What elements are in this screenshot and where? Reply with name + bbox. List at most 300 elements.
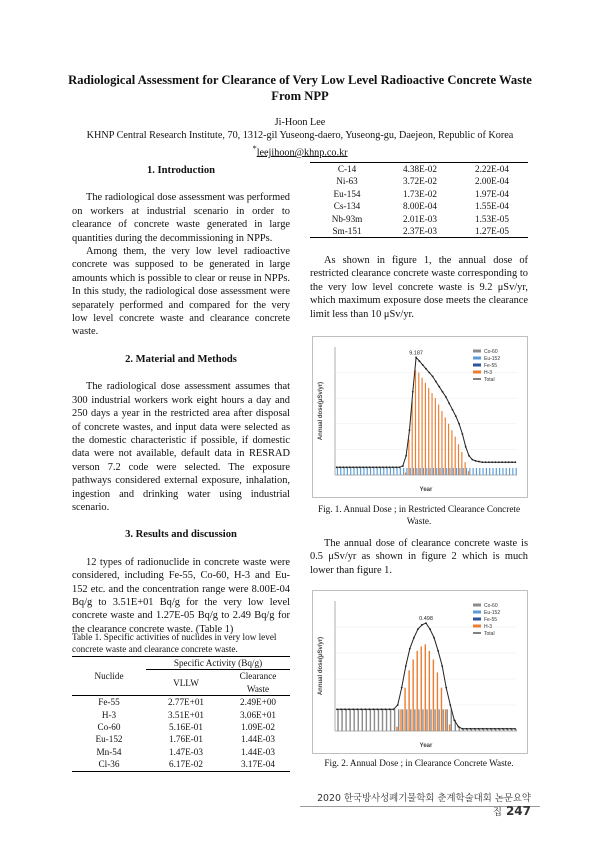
total-point: [382, 466, 384, 468]
total-point: [432, 376, 434, 378]
total-point: [395, 466, 397, 468]
total-point: [375, 466, 377, 468]
bar-co-60: [358, 709, 359, 731]
bar-co-60: [362, 709, 363, 731]
bar-h-3: [408, 439, 409, 475]
bar-co-60: [341, 709, 342, 731]
total-point: [465, 446, 467, 448]
total-point: [364, 708, 366, 710]
nuclide-cell: Sm-151: [332, 226, 362, 237]
bar-h-3: [396, 727, 397, 731]
bar-h-3: [433, 660, 434, 732]
total-point: [377, 708, 379, 710]
total-point: [415, 357, 417, 359]
figure-1-caption: Fig. 1. Annual Dose ; in Restricted Clearance Concrete Waste.: [317, 504, 521, 526]
bar-eu-152: [373, 468, 374, 475]
table-row: [310, 175, 528, 187]
total-point: [413, 637, 415, 639]
bar-eu-152: [509, 468, 510, 475]
total-point: [514, 461, 516, 463]
bar-h-3: [431, 393, 432, 475]
bar-co-60: [394, 709, 395, 731]
table-row: [72, 733, 290, 745]
activity-cell: 1.47E-03: [169, 746, 203, 757]
total-point: [457, 726, 459, 728]
legend-swatch: [473, 625, 481, 628]
total-point: [418, 360, 420, 362]
total-point: [393, 708, 395, 710]
y-axis-label: Annual dose(μSv/yr): [318, 381, 324, 441]
figure-2-caption: Fig. 2. Annual Dose ; in Clearance Concrete Waste.: [324, 758, 514, 768]
bar-h-3: [458, 444, 459, 475]
activity-cell: 3.17E-04: [241, 759, 275, 770]
bar-eu-152: [337, 468, 338, 475]
bar-h-3: [400, 709, 401, 731]
table-row: [72, 758, 290, 771]
bar-co-60: [430, 709, 431, 731]
activity-cell: 2.00E-04: [475, 176, 509, 187]
bar-eu-152: [396, 468, 397, 475]
total-point: [449, 704, 451, 706]
bar-h-3: [468, 471, 469, 475]
legend-swatch: [473, 611, 481, 614]
bar-h-3: [451, 430, 452, 475]
bar-eu-152: [423, 468, 424, 475]
bar-co-60: [402, 709, 403, 731]
total-point: [433, 637, 435, 639]
total-point: [495, 461, 497, 463]
bar-eu-152: [489, 468, 490, 475]
bar-co-60: [370, 709, 371, 731]
results-paragraph-3: The annual dose of clearance concrete waste is 0.5 μSv/yr as shown in figure 2 which is much lower than figure 1.: [310, 538, 528, 576]
bar-eu-152: [344, 468, 345, 475]
bar-eu-152: [492, 468, 493, 475]
table-row: [72, 746, 290, 758]
bar-h-3: [465, 462, 466, 475]
total-point: [435, 381, 437, 383]
total-point: [468, 455, 470, 457]
bar-eu-152: [390, 468, 391, 475]
total-point: [360, 708, 362, 710]
bar-co-60: [426, 709, 427, 731]
bar-co-60: [378, 709, 379, 731]
peak-label: 9.187: [409, 350, 423, 357]
total-point: [381, 708, 383, 710]
bar-h-3: [404, 688, 405, 731]
activity-cell: 5.16E-01: [169, 722, 203, 733]
total-point: [514, 728, 516, 730]
bar-eu-152: [420, 468, 421, 475]
total-point: [452, 409, 454, 411]
email-mark: *: [252, 143, 257, 153]
total-point: [502, 728, 504, 730]
total-point: [401, 687, 403, 689]
bar-eu-152: [499, 468, 500, 475]
total-point: [373, 708, 375, 710]
nuclide-cell: Cs-134: [333, 201, 361, 212]
total-point: [368, 708, 370, 710]
nuclide-cell: Nb-93m: [331, 213, 363, 224]
table-1-continued: [310, 162, 528, 238]
bar-eu-152: [340, 468, 341, 475]
activity-cell: 1.76E-01: [169, 734, 203, 745]
intro-heading: 1. Introduction: [146, 165, 216, 176]
total-point: [392, 466, 394, 468]
total-point: [352, 708, 354, 710]
total-point: [511, 461, 513, 463]
bar-eu-152: [512, 468, 513, 475]
bar-eu-152: [443, 468, 444, 475]
table-row: [310, 225, 528, 238]
activity-cell: 2.49E+00: [239, 697, 277, 708]
bar-co-60: [345, 709, 346, 731]
total-point: [336, 466, 338, 468]
bar-eu-152: [479, 468, 480, 475]
bar-h-3: [416, 651, 417, 731]
total-point: [425, 622, 427, 624]
bar-co-60: [390, 709, 391, 731]
bar-co-60: [451, 709, 452, 731]
total-point: [466, 728, 468, 730]
total-point: [448, 402, 450, 404]
bar-h-3: [448, 424, 449, 475]
total-point: [422, 364, 424, 366]
bar-eu-152: [347, 468, 348, 475]
total-point: [508, 461, 510, 463]
table-row: [310, 163, 528, 176]
bar-h-3: [425, 383, 426, 475]
nuclide-cell: Mn-54: [96, 746, 122, 757]
legend-label: H-3: [484, 624, 493, 630]
bar-eu-152: [360, 468, 361, 475]
total-point: [498, 728, 500, 730]
bar-eu-152: [416, 468, 417, 475]
bar-eu-152: [466, 468, 467, 475]
activity-cell: 3.06E+01: [239, 709, 277, 720]
legend-swatch: [473, 364, 481, 367]
total-point: [399, 466, 401, 468]
total-point: [445, 396, 447, 398]
conference-name: 2020 한국방사성폐기물학회 춘계학술대회 논문요약집: [317, 793, 531, 818]
total-point: [453, 719, 455, 721]
x-axis-label: Year: [419, 487, 433, 493]
total-point: [490, 728, 492, 730]
bar-co-60: [337, 709, 338, 731]
legend-swatch: [473, 357, 481, 360]
bar-eu-152: [456, 468, 457, 475]
total-point: [348, 708, 350, 710]
activity-cell: 2.22E-04: [475, 164, 509, 174]
bar-h-3: [422, 378, 423, 475]
bar-h-3: [437, 673, 438, 732]
nuclide-cell: Fe-55: [98, 697, 120, 708]
total-point: [488, 461, 490, 463]
bar-eu-152: [463, 468, 464, 475]
legend-label: Total: [484, 377, 495, 383]
bar-eu-152: [496, 468, 497, 475]
bar-eu-152: [430, 468, 431, 475]
bar-co-60: [366, 709, 367, 731]
bar-h-3: [461, 452, 462, 475]
page-number: 247: [505, 804, 531, 818]
legend-swatch: [473, 350, 481, 353]
total-point: [494, 728, 496, 730]
bar-eu-152: [410, 468, 411, 475]
total-point: [478, 461, 480, 463]
bar-eu-152: [433, 468, 434, 475]
figure-2: [312, 590, 528, 754]
page-footer: [315, 790, 531, 818]
total-point: [362, 466, 364, 468]
activity-cell: 2.77E+01: [167, 697, 205, 708]
total-point: [462, 433, 464, 435]
total-point: [429, 628, 431, 630]
total-point: [491, 461, 493, 463]
total-point: [471, 459, 473, 461]
bar-eu-152: [439, 468, 440, 475]
table-row: [310, 200, 528, 212]
bar-eu-152: [377, 468, 378, 475]
activity-cell: 1.97E-04: [475, 188, 509, 199]
activity-cell: 8.00E-04: [403, 201, 437, 212]
header-vllw: VLLW: [146, 670, 226, 696]
bar-h-3: [441, 688, 442, 731]
bar-eu-152: [400, 468, 401, 475]
affiliation: KHNP Central Research Institute, 70, 1312-gil Yuseong-daero, Yuseong-gu, Daejeon, Republic of Korea: [86, 130, 514, 141]
total-point: [412, 391, 414, 393]
bar-h-3: [418, 373, 419, 475]
bar-eu-152: [459, 468, 460, 475]
bar-co-60: [410, 709, 411, 731]
total-point: [481, 461, 483, 463]
bar-eu-152: [473, 468, 474, 475]
activity-cell: 6.17E-02: [169, 759, 203, 770]
total-point: [428, 372, 430, 374]
activity-cell: 1.09E-02: [241, 722, 275, 733]
results-heading: 3. Results and discussion: [125, 529, 237, 541]
intro-paragraph-2: Among them, the very low level radioactive concrete was supposed to be generated in large amounts which is possible to clear or reuse in NPPs. In this study, the radiological dose assessment were separately performed and compared for the very low level concrete waste and clearance concrete waste.: [72, 246, 290, 338]
bar-eu-152: [406, 468, 407, 475]
total-point: [397, 704, 399, 706]
total-point: [438, 386, 440, 388]
legend-swatch: [473, 618, 481, 621]
bar-co-60: [414, 709, 415, 731]
bar-h-3: [455, 437, 456, 475]
bar-h-3: [445, 417, 446, 475]
total-point: [470, 728, 472, 730]
bar-eu-152: [413, 468, 414, 475]
total-point: [421, 624, 423, 626]
bar-eu-152: [350, 468, 351, 475]
total-point: [405, 665, 407, 667]
bar-co-60: [418, 709, 419, 731]
bar-h-3: [428, 388, 429, 475]
results-paragraph-2: As shown in figure 1, the annual dose of restricted clearance concrete waste corresponding to the very low level concrete waste is 9.2 μSv/yr, which maximum exposure dose meets the clearance limit less than 10 μSv/yr.: [310, 255, 528, 320]
bar-eu-152: [436, 468, 437, 475]
bar-h-3: [412, 401, 413, 475]
total-point: [385, 466, 387, 468]
bar-eu-152: [482, 468, 483, 475]
bar-eu-152: [383, 468, 384, 475]
bar-eu-152: [502, 468, 503, 475]
total-point: [510, 728, 512, 730]
right-text-2: [310, 537, 528, 577]
bar-eu-152: [516, 468, 517, 475]
total-point: [437, 650, 439, 652]
figure-1: [312, 336, 528, 498]
total-point: [356, 466, 358, 468]
email: leejihoon@khnp.co.kr: [256, 147, 348, 159]
activity-cell: 1.27E-05: [475, 226, 509, 237]
total-point: [344, 708, 346, 710]
bar-eu-152: [453, 468, 454, 475]
email-line: [40, 142, 560, 159]
nuclide-cell: Co-60: [97, 722, 121, 733]
total-point: [352, 466, 354, 468]
bar-eu-152: [393, 468, 394, 475]
total-point: [342, 466, 344, 468]
table-block: [72, 632, 290, 772]
legend-label: Total: [484, 631, 495, 637]
bar-eu-152: [357, 468, 358, 475]
nuclide-cell: C-14: [337, 164, 357, 174]
peak-label: 0.498: [419, 616, 433, 623]
bar-eu-152: [403, 468, 404, 475]
activity-cell: 3.72E-02: [403, 176, 437, 187]
bar-h-3: [429, 651, 430, 731]
table-row: [72, 696, 290, 709]
paper-title: Radiological Assessment for Clearance of Very Low Level Radioactive Concrete Waste From NPP: [68, 73, 532, 103]
author-block: [40, 116, 560, 159]
total-point: [417, 628, 419, 630]
total-point: [409, 429, 411, 431]
activity-cell: 1.53E-05: [475, 213, 509, 224]
activity-cell: 1.55E-04: [475, 201, 509, 212]
legend-label: H-3: [484, 370, 493, 376]
bar-co-60: [374, 709, 375, 731]
methods-paragraph: The radiological dose assessment assumes that 300 industrial workers work eight hours a day and 250 days a year in the restricted area after disposal of concrete wastes, and input data were selected as the domestic characteristic if possible, if domestic data were not available, default data in RESRAD verson 7.2 code were selected. The exposure pathways considered external exposure, inhalation, ingestion and drinking water using industrial scenario.: [72, 381, 290, 513]
total-point: [402, 465, 404, 467]
bar-h-3: [435, 398, 436, 475]
results-paragraph: 12 types of radionuclide in concrete waste were considered, including Fe-55, Co-60, H-3 and Eu-152 etc. and the concentration range were 8.00E-04 Bq/g to 3.51E+01 Bq/g for the very low level concrete waste and 1.27E-05 Bq/g to 2.49 Bq/g for the clearance concrete waste. (Table 1): [72, 556, 290, 635]
author-name: Ji-Hoon Lee: [274, 117, 326, 128]
total-point: [441, 665, 443, 667]
total-point: [478, 728, 480, 730]
table-continuation: [310, 162, 528, 238]
total-point: [475, 460, 477, 462]
nuclide-cell: H-3: [101, 709, 117, 720]
bar-h-3: [445, 709, 446, 731]
total-point: [505, 461, 507, 463]
bar-eu-152: [370, 468, 371, 475]
bar-h-3: [449, 725, 450, 732]
total-point: [442, 391, 444, 393]
bar-eu-152: [363, 468, 364, 475]
table-caption: Table 1. Specific activities of nuclides in very low level concrete waste and clearance concrete waste.: [72, 632, 277, 654]
bar-h-3: [405, 472, 406, 475]
table-row: [310, 188, 528, 200]
total-point: [346, 466, 348, 468]
x-axis-label: Year: [419, 743, 433, 749]
figure-1-chart: [313, 337, 527, 497]
bar-h-3: [438, 405, 439, 475]
total-point: [486, 728, 488, 730]
bar-co-60: [386, 709, 387, 731]
total-point: [445, 687, 447, 689]
nuclide-cell: Cl-36: [98, 759, 120, 770]
total-point: [379, 466, 381, 468]
total-point: [336, 708, 338, 710]
nuclide-cell: Ni-63: [336, 176, 358, 187]
total-point: [498, 461, 500, 463]
legend-label: Fe-55: [484, 363, 498, 369]
total-point: [409, 648, 411, 650]
bar-h-3: [412, 660, 413, 732]
legend-swatch: [473, 604, 481, 607]
total-point: [474, 728, 476, 730]
legend-swatch: [473, 371, 481, 374]
figure-2-chart: [313, 591, 527, 753]
bar-eu-152: [426, 468, 427, 475]
header-specific-activity: Specific Activity (Bq/g): [146, 657, 290, 670]
bar-co-60: [349, 709, 350, 731]
total-point: [349, 466, 351, 468]
bar-eu-152: [446, 468, 447, 475]
bar-co-60: [353, 709, 354, 731]
bar-h-3: [421, 647, 422, 732]
total-point: [339, 466, 341, 468]
legend-label: Eu-152: [484, 610, 501, 616]
bar-h-3: [408, 670, 409, 731]
bar-h-3: [415, 370, 416, 475]
total-point: [356, 708, 358, 710]
bar-eu-152: [367, 468, 368, 475]
intro-paragraph-1: The radiological dose assessment was performed on workers at industrial scenario in order to clearance of concrete waste generated in large quantities during the decommissioning in NPPs.: [72, 192, 290, 244]
total-point: [359, 466, 361, 468]
total-point: [482, 728, 484, 730]
total-point: [389, 708, 391, 710]
total-point: [458, 423, 460, 425]
legend-label: Eu-152: [484, 356, 501, 362]
bar-eu-152: [486, 468, 487, 475]
activity-cell: 2.01E-03: [403, 213, 437, 224]
bar-eu-152: [449, 468, 450, 475]
total-point: [462, 728, 464, 730]
bar-co-60: [434, 709, 435, 731]
header-nuclide: Nuclide: [72, 657, 146, 696]
total-point: [340, 708, 342, 710]
bar-co-60: [398, 709, 399, 731]
total-point: [485, 461, 487, 463]
activity-cell: 1.44E-03: [241, 746, 275, 757]
bar-eu-152: [469, 468, 470, 475]
total-point: [405, 455, 407, 457]
total-point: [425, 368, 427, 370]
bar-co-60: [422, 709, 423, 731]
total-point: [366, 466, 368, 468]
total-point: [455, 415, 457, 417]
total-point: [501, 461, 503, 463]
right-text-1: [310, 254, 528, 321]
bar-eu-152: [387, 468, 388, 475]
bar-co-60: [447, 709, 448, 731]
bar-co-60: [442, 709, 443, 731]
y-axis-label: Annual dose(μSv/yr): [318, 636, 324, 696]
activity-cell: 3.51E+01: [167, 709, 205, 720]
activity-cell: 2.37E-03: [403, 226, 437, 237]
bar-co-60: [382, 709, 383, 731]
bar-eu-152: [380, 468, 381, 475]
